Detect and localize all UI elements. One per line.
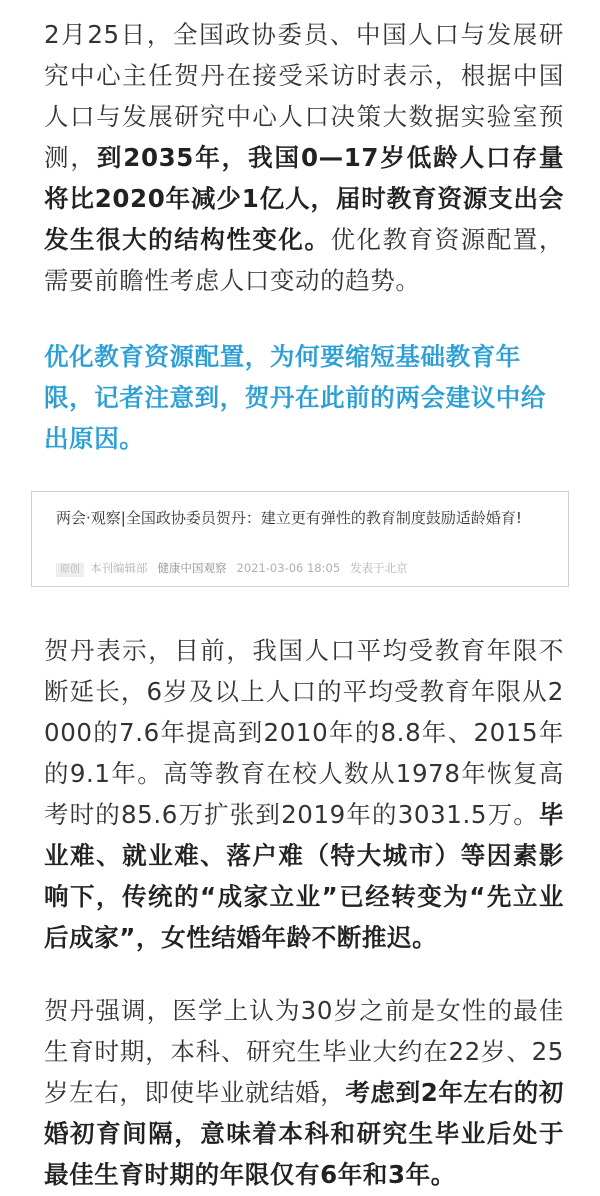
paragraph-3 xyxy=(44,990,564,1195)
related-article-title[interactable]: 两会·观察|全国政协委员贺丹：建立更有弹性的教育制度鼓励适龄婚育! xyxy=(56,509,522,527)
paragraph-2-bold-text: 毕业难、就业难、落户难（特大城市）等因素影响下，传统的“成家立业”已经转变为“先立业后成家”，女性结婚年龄不断推迟。 xyxy=(44,800,564,952)
author-link[interactable]: 健康中国观察 xyxy=(157,561,227,575)
paragraph-2-text: 贺丹表示，目前，我国人口平均受教育年限不断延长，6岁及以上人口的平均受教育年限从2000的7.6年提高到2010年的8.8年、2015年的9.1年。高等教育在校人数从1978年恢复高考时的85.6万扩张到2019年的3031.5万。 xyxy=(44,636,564,829)
paragraph-1 xyxy=(44,14,564,301)
paragraph-1-text: 2月25日，全国政协委员、中国人口与发展研究中心主任贺丹在接受采访时表示，根据中国人口与发展研究中心人口决策大数据实验室预测， xyxy=(44,20,564,172)
paragraph-3-bold-text: 考虑到2年左右的初婚初育间隔，意味着本科和研究生毕业后处于最佳生育时期的年限仅有6年和3年。 xyxy=(44,1078,564,1189)
department-label: 本刊编辑部 xyxy=(90,561,148,575)
publish-datetime: 2021-03-06 18:05 xyxy=(236,561,341,575)
publish-location: 发表于北京 xyxy=(350,561,408,575)
highlight-heading: 优化教育资源配置，为何要缩短基础教育年限，记者注意到，贺丹在此前的两会建议中给出原因。 xyxy=(44,342,546,453)
original-badge: 原创 xyxy=(56,563,84,577)
paragraph-3-text: 贺丹强调，医学上认为30岁之前是女性的最佳生育时期，本科、研究生毕业大约在22岁、25岁左右，即使毕业就结婚， xyxy=(44,996,564,1107)
paragraph-2 xyxy=(44,630,564,958)
paragraph-1-text-end: 优化教育资源配置，需要前瞻性考虑人口变动的趋势。 xyxy=(44,225,564,295)
paragraph-1-bold-text: 到2035年，我国0—17岁低龄人口存量将比2020年减少1亿人，届时教育资源支出会发生很大的结构性变化。 xyxy=(44,143,564,254)
related-article-meta xyxy=(56,560,408,577)
related-article-card[interactable] xyxy=(31,491,569,587)
